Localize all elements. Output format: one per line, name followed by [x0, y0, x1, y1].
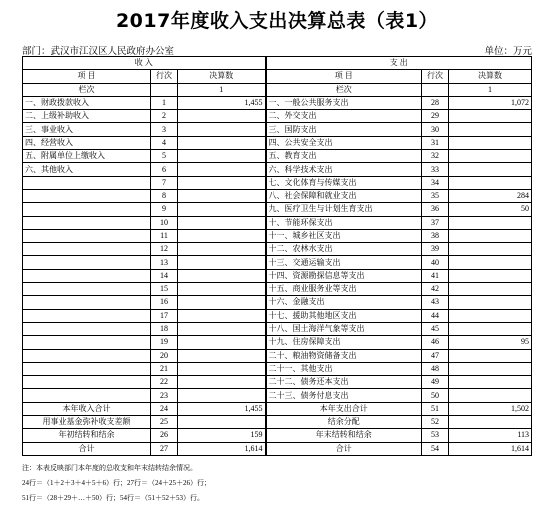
expense-lanci-value: 1 [449, 83, 532, 96]
income-amount [178, 309, 266, 322]
expense-lineno: 48 [422, 362, 449, 375]
expense-item: 十二、农林水支出 [266, 243, 422, 256]
expense-lineno: 45 [422, 322, 449, 335]
expense-item: 九、医疗卫生与计划生育支出 [266, 203, 422, 216]
expense-lineno: 33 [422, 163, 449, 176]
table-row [23, 136, 532, 149]
income-amount [178, 150, 266, 163]
expense-amount: 1,502 [449, 402, 532, 415]
expense-item: 二、外交支出 [266, 110, 422, 123]
income-amount [178, 203, 266, 216]
table-row [23, 376, 532, 389]
income-lineno: 17 [151, 309, 178, 322]
table-row [23, 150, 532, 163]
expense-amount [449, 349, 532, 362]
lanci-row [23, 83, 532, 96]
expense-amount [449, 176, 532, 189]
expense-lineno: 44 [422, 309, 449, 322]
income-amount [178, 362, 266, 375]
income-amount [178, 349, 266, 362]
expense-item: 七、文化体育与传媒支出 [266, 176, 422, 189]
expense-item: 十五、商业服务业等支出 [266, 283, 422, 296]
income-item [23, 256, 151, 269]
table-row [23, 203, 532, 216]
table-row [23, 389, 532, 402]
income-item: 三、事业收入 [23, 123, 151, 136]
expense-lineno: 47 [422, 349, 449, 362]
income-lineno: 18 [151, 322, 178, 335]
expense-lineno: 54 [422, 442, 449, 455]
income-item [23, 203, 151, 216]
expense-lineno: 35 [422, 189, 449, 202]
expense-item: 十一、城乡社区支出 [266, 229, 422, 242]
expense-lineno: 43 [422, 296, 449, 309]
income-item [23, 283, 151, 296]
income-lineno: 4 [151, 136, 178, 149]
income-amount [178, 283, 266, 296]
table-row [23, 189, 532, 202]
income-item [23, 296, 151, 309]
summary-row [23, 402, 532, 415]
income-amount [178, 136, 266, 149]
income-item: 用事业基金弥补收支差额 [23, 416, 151, 429]
table-row [23, 336, 532, 349]
expense-lineno: 53 [422, 429, 449, 442]
footnotes [22, 461, 211, 506]
summary-row [23, 416, 532, 429]
income-lineno: 26 [151, 429, 178, 442]
expense-lineno: 37 [422, 216, 449, 229]
income-item [23, 189, 151, 202]
expense-header: 支 出 [266, 57, 532, 70]
income-lineno: 3 [151, 123, 178, 136]
table-row [23, 110, 532, 123]
income-amount [178, 216, 266, 229]
expense-amount: 1,614 [449, 442, 532, 455]
expense-item: 十九、住房保障支出 [266, 336, 422, 349]
expense-amount [449, 229, 532, 242]
income-lanci-label: 栏次 [23, 83, 151, 96]
income-item: 本年收入合计 [23, 402, 151, 415]
income-amount [178, 243, 266, 256]
expense-item: 十八、国土海洋气象等支出 [266, 322, 422, 335]
income-lineno: 2 [151, 110, 178, 123]
expense-amount [449, 389, 532, 402]
income-lineno: 6 [151, 163, 178, 176]
page-title: 2017年度收入支出决算总表（表1） [115, 10, 439, 32]
expense-lineno: 40 [422, 256, 449, 269]
expense-item: 十、节能环保支出 [266, 216, 422, 229]
income-lineno: 12 [151, 243, 178, 256]
income-item [23, 176, 151, 189]
expense-lineno: 49 [422, 376, 449, 389]
expense-lineno-header: 行次 [422, 70, 449, 83]
expense-item: 合计 [266, 442, 422, 455]
table-row [23, 243, 532, 256]
expense-item: 四、公共安全支出 [266, 136, 422, 149]
income-item: 六、其他收入 [23, 163, 151, 176]
unit-label: 单位：万元 [484, 47, 532, 57]
expense-lineno: 52 [422, 416, 449, 429]
income-item: 年初结转和结余 [23, 429, 151, 442]
summary-row [23, 442, 532, 455]
expense-item: 二十二、债务还本支出 [266, 376, 422, 389]
income-item [23, 336, 151, 349]
income-lineno: 7 [151, 176, 178, 189]
income-amount [178, 123, 266, 136]
expense-amount: 113 [449, 429, 532, 442]
expense-amount [449, 283, 532, 296]
table-row [23, 322, 532, 335]
income-amount [178, 389, 266, 402]
expense-amount: 50 [449, 203, 532, 216]
table-row [23, 349, 532, 362]
income-item: 四、经营收入 [23, 136, 151, 149]
expense-lineno: 50 [422, 389, 449, 402]
income-lineno: 10 [151, 216, 178, 229]
expense-amount [449, 256, 532, 269]
income-lineno: 14 [151, 269, 178, 282]
expense-amount: 95 [449, 336, 532, 349]
expense-item: 年末结转和结余 [266, 429, 422, 442]
income-lineno: 5 [151, 150, 178, 163]
income-lanci-value: 1 [178, 83, 266, 96]
table-row [23, 96, 532, 109]
income-item-header: 项 目 [23, 70, 151, 83]
table-row [23, 229, 532, 242]
expense-item: 十七、援助其他地区支出 [266, 309, 422, 322]
expense-item: 二十三、债务付息支出 [266, 389, 422, 402]
income-amount [178, 336, 266, 349]
expense-lineno: 41 [422, 269, 449, 282]
income-lineno: 9 [151, 203, 178, 216]
department-label: 部门：武汉市江汉区人民政府办公室 [22, 47, 175, 57]
table-row [23, 269, 532, 282]
expense-amount [449, 243, 532, 256]
expense-amount-header: 决算数 [449, 70, 532, 83]
income-amount [178, 229, 266, 242]
income-item [23, 229, 151, 242]
expense-amount [449, 123, 532, 136]
expense-item-header: 项 目 [266, 70, 422, 83]
income-item [23, 322, 151, 335]
income-lineno: 15 [151, 283, 178, 296]
expense-lineno: 42 [422, 283, 449, 296]
table-row [23, 256, 532, 269]
income-item [23, 362, 151, 375]
expense-item: 一、一般公共服务支出 [266, 96, 422, 109]
income-lineno: 8 [151, 189, 178, 202]
expense-amount [449, 296, 532, 309]
expense-lineno: 38 [422, 229, 449, 242]
expense-lineno: 30 [422, 123, 449, 136]
income-lineno: 1 [151, 96, 178, 109]
income-amount: 1,614 [178, 442, 266, 455]
table-row [23, 123, 532, 136]
income-item [23, 349, 151, 362]
income-amount [178, 376, 266, 389]
expense-lineno: 29 [422, 110, 449, 123]
expense-amount [449, 362, 532, 375]
income-item [23, 376, 151, 389]
income-amount: 159 [178, 429, 266, 442]
income-lineno: 27 [151, 442, 178, 455]
expense-amount [449, 216, 532, 229]
income-lineno: 22 [151, 376, 178, 389]
expense-item: 三、国防支出 [266, 123, 422, 136]
income-amount: 1,455 [178, 402, 266, 415]
expense-amount [449, 376, 532, 389]
income-amount [178, 322, 266, 335]
expense-item: 八、社会保障和就业支出 [266, 189, 422, 202]
table-row [23, 176, 532, 189]
income-lineno-header: 行次 [151, 70, 178, 83]
income-item: 二、上级补助收入 [23, 110, 151, 123]
section-header-row [23, 57, 532, 70]
expense-amount [449, 322, 532, 335]
expense-item: 六、科学技术支出 [266, 163, 422, 176]
income-item: 合计 [23, 442, 151, 455]
income-amount: 1,455 [178, 96, 266, 109]
expense-lineno: 39 [422, 243, 449, 256]
income-lineno: 24 [151, 402, 178, 415]
income-amount [178, 256, 266, 269]
income-lineno: 25 [151, 416, 178, 429]
expense-lanci-empty [422, 83, 449, 96]
expense-item: 十三、交通运输支出 [266, 256, 422, 269]
income-amount [178, 176, 266, 189]
income-item [23, 269, 151, 282]
income-lineno: 11 [151, 229, 178, 242]
table-row [23, 309, 532, 322]
table-row [23, 362, 532, 375]
summary-row [23, 429, 532, 442]
expense-item: 二十一、其他支出 [266, 362, 422, 375]
expense-lineno: 28 [422, 96, 449, 109]
expense-lineno: 46 [422, 336, 449, 349]
expense-lineno: 31 [422, 136, 449, 149]
income-amount [178, 416, 266, 429]
income-item: 一、财政拨款收入 [23, 96, 151, 109]
income-item [23, 216, 151, 229]
footnote-line: 51行＝（28＋29＋…＋50）行；54行＝（51＋52＋53）行。 [22, 494, 204, 502]
income-lineno: 20 [151, 349, 178, 362]
table-row [23, 296, 532, 309]
expense-item: 结余分配 [266, 416, 422, 429]
column-header-row [23, 70, 532, 83]
expense-amount: 1,072 [449, 96, 532, 109]
income-lineno: 19 [151, 336, 178, 349]
budget-table [22, 56, 532, 456]
expense-lineno: 51 [422, 402, 449, 415]
income-lineno: 13 [151, 256, 178, 269]
income-header: 收 入 [23, 57, 266, 70]
income-item [23, 389, 151, 402]
income-item: 五、附属单位上缴收入 [23, 150, 151, 163]
expense-amount [449, 309, 532, 322]
income-item [23, 243, 151, 256]
table-row [23, 163, 532, 176]
income-amount [178, 269, 266, 282]
income-amount [178, 296, 266, 309]
income-lineno: 23 [151, 389, 178, 402]
income-lanci-empty [151, 83, 178, 96]
expense-amount [449, 110, 532, 123]
expense-amount [449, 150, 532, 163]
expense-lineno: 32 [422, 150, 449, 163]
expense-item: 本年支出合计 [266, 402, 422, 415]
income-amount [178, 189, 266, 202]
expense-lineno: 34 [422, 176, 449, 189]
expense-amount [449, 163, 532, 176]
expense-lineno: 36 [422, 203, 449, 216]
income-lineno: 16 [151, 296, 178, 309]
footnote-line: 注：本表反映部门本年度的总收支和年末结转结余情况。 [22, 464, 197, 472]
income-lineno: 21 [151, 362, 178, 375]
expense-amount: 284 [449, 189, 532, 202]
expense-amount [449, 269, 532, 282]
expense-amount [449, 416, 532, 429]
income-amount [178, 163, 266, 176]
expense-lanci-label: 栏次 [266, 83, 422, 96]
table-row [23, 283, 532, 296]
expense-item: 二十、粮油物资储备支出 [266, 349, 422, 362]
income-item [23, 309, 151, 322]
footnote-line: 24行＝（1＋2＋3＋4＋5＋6）行；27行＝（24＋25＋26）行； [22, 479, 211, 487]
expense-item: 五、教育支出 [266, 150, 422, 163]
income-amount-header: 决算数 [178, 70, 266, 83]
expense-amount [449, 136, 532, 149]
income-amount [178, 110, 266, 123]
table-row [23, 216, 532, 229]
expense-item: 十六、金融支出 [266, 296, 422, 309]
expense-item: 十四、资源勘探信息等支出 [266, 269, 422, 282]
